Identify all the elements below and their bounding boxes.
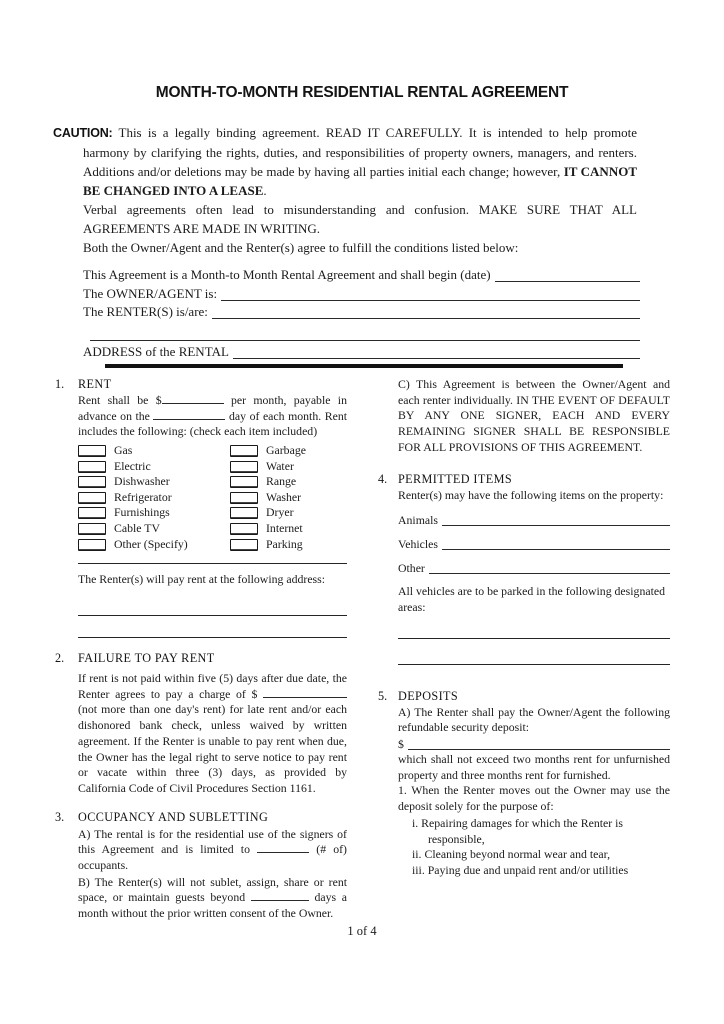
rent-item-dishwasher [78,474,230,490]
electric-label: Electric [114,458,151,473]
caution-paragraph-1 [53,123,638,200]
rental-address-blank[interactable] [233,343,640,359]
owner-agent-label: The OWNER/AGENT is: [83,285,218,301]
rent-item-furnishings [78,506,230,522]
caution-block [53,123,637,238]
section-1-number: 1. [55,377,65,391]
rent-item-refrigerator [78,490,230,506]
document-title: MONTH-TO-MONTH RESIDENTIAL RENTAL AGREEMENT [155,84,569,101]
rent-text-3: day of each month. Rent includes the following: (check each item included) [78,408,348,439]
section-5-title: DEPOSITS [398,688,459,703]
occupancy-b-text-2: days a month without the prior written consent of the Owner. [78,890,348,921]
rent-item-internet [230,521,347,537]
section-2-title: FAILURE TO PAY RENT [78,651,215,665]
caution-paragraph-2: Verbal agreements often lead to misunderstanding and confusion. MAKE SURE THAT ALL AGREEMENTS ARE MADE IN WRITING. [83,202,637,236]
rental-address-line [83,343,640,362]
between-label: C) [398,377,410,391]
animals-line [398,512,670,528]
rent-due-day-blank[interactable] [153,409,225,420]
caution-period: . [263,183,267,198]
renters-label: The RENTER(S) is/are: [83,304,208,319]
section-1-heading [55,377,347,392]
guest-days-blank[interactable] [251,890,309,901]
other-items-label: Other [398,561,425,576]
gas-checkbox[interactable] [78,445,106,457]
dishwasher-checkbox[interactable] [78,476,106,488]
deposit-amount-blank[interactable] [408,736,670,750]
section-3-title: OCCUPANCY AND SUBLETTING [78,809,269,824]
occupancy-a-paragraph [78,827,347,874]
rent-includes-grid [78,443,347,552]
intro-fields [83,266,640,361]
owner-agent-blank[interactable] [221,285,640,301]
parking-note: All vehicles are to be parked in the following designated areas: [398,584,665,614]
range-checkbox[interactable] [230,476,258,488]
renters-line [83,303,640,322]
permitted-intro: Renter(s) may have the following items on the property: [398,487,664,502]
refrigerator-label: Refrigerator [114,489,172,504]
page-number: 1 of 4 [347,924,377,938]
section-4-title: PERMITTED ITEMS [398,471,512,486]
occupant-count-blank[interactable] [257,842,309,853]
vehicles-blank[interactable] [442,536,670,550]
occupancy-b-paragraph [78,875,347,922]
failure-text-2: (not more than one day's rent) for late rent and/or each dishonored bank check, unless waived by written agreement. If the Renter is unable to pay rent when due, the Owner has the legal right to serve notice to pay rent or vacate within three (3) days, as provided by California Code of Civil Procedures Section 1161. [78,702,347,795]
other-specify-blank[interactable] [78,563,347,564]
section-3-heading [55,809,347,825]
designated-areas-blank-1[interactable] [398,638,670,639]
gas-label: Gas [114,443,133,458]
rent-item-cable-tv [78,521,230,537]
deposits-a-paragraph: A) The Renter shall pay the Owner/Agent the following refundable security deposit: [398,704,670,735]
animals-label: Animals [398,513,438,528]
begin-date-label: This Agreement is a Month-to Month Rental Agreement and shall begin (date) [83,267,491,282]
furnishings-checkbox[interactable] [78,507,106,519]
water-checkbox[interactable] [230,461,258,473]
rent-text-1: Rent shall be $ [78,393,162,408]
rent-item-garbage [230,443,347,459]
deposit-use-paragraph: 1. When the Renter moves out the Owner may use the deposit solely for the purpose of: [398,783,670,814]
garbage-label: Garbage [266,443,306,458]
section-5-heading [378,688,670,704]
vehicles-line [398,536,670,552]
pay-address-label: The Renter(s) will pay rent at the following address: [78,572,326,587]
divider-rule [105,364,623,368]
owner-agent-line [83,285,640,304]
rent-item-range [230,474,347,490]
garbage-checkbox[interactable] [230,445,258,457]
occupancy-b-text-1: B) The Renter(s) will not sublet, assign, share or rent space, or maintain guests beyond [78,874,347,905]
rent-item-gas [78,443,230,459]
begin-date-line [83,266,640,285]
section-5-number: 5. [378,688,388,703]
electric-checkbox[interactable] [78,461,106,473]
dryer-checkbox[interactable] [230,507,258,519]
cable-tv-label: Cable TV [114,521,160,536]
right-column [378,377,670,879]
between-paragraph [398,377,670,456]
deposit-use-item-3: iii. Paying due and unpaid rent and/or utilities [412,862,629,877]
caution-bold-text: IT CANNOT BE CHANGED INTO A LEASE [83,164,637,198]
agree-line: Both the Owner/Agent and the Renter(s) agree to fulfill the conditions listed below: [83,240,519,255]
section-4-number: 4. [378,471,388,486]
begin-date-blank[interactable] [495,266,640,282]
designated-areas-blank-2[interactable] [398,664,670,665]
left-column [55,377,347,922]
rental-address-label: ADDRESS of the RENTAL [83,343,229,359]
section-4-heading [378,471,670,487]
pay-address-blank-2[interactable] [78,637,347,638]
rent-item-water [230,459,347,475]
dishwasher-label: Dishwasher [114,474,170,489]
internet-checkbox[interactable] [230,523,258,535]
pay-address-blank-1[interactable] [78,615,347,616]
dryer-label: Dryer [266,505,294,520]
other-items-line [398,560,670,576]
late-charge-blank[interactable] [263,687,347,698]
caution-label: CAUTION: [53,126,113,140]
rent-item-other [78,537,230,553]
failure-text-1: If rent is not paid within five (5) days after due date, the Renter agrees to pay a charge of $ [78,671,347,701]
deposit-amount-line [398,736,670,752]
occupancy-a-text-1: A) The rental is for the residential use of the signers of this Agreement and is limited to [78,826,347,857]
deposit-limit-paragraph: which shall not exceed two months rent for unfurnished property and three months rent for furnished. [398,752,670,782]
vehicles-label: Vehicles [398,537,438,552]
rent-item-dryer [230,506,347,522]
section-2-number: 2. [55,651,65,665]
parking-label: Parking [266,536,303,551]
other-items-blank[interactable] [429,560,670,574]
rent-item-electric [78,459,230,475]
deposit-use-item-2: ii. Cleaning beyond normal wear and tear, [412,847,611,862]
section-2-heading [55,651,347,666]
rent-paragraph [78,393,347,440]
between-text: This Agreement is between the Owner/Agent and each renter individually. IN THE EVENT OF DEFAULT BY ANY ONE SIGNER, EACH AND EVERY REMAINING SIGNER SHALL BE RESPONSIBLE FOR ALL PROVISIONS OF THIS AGREEMENT. [398,377,670,454]
section-3-number: 3. [55,809,65,824]
occupancy-a-text-2: (# of) occupants. [78,842,347,873]
washer-label: Washer [266,489,302,504]
other-specify-label: Other (Specify) [114,536,188,551]
dollar-sign: $ [398,737,404,752]
deposit-use-list [412,816,670,879]
refrigerator-checkbox[interactable] [78,492,106,504]
water-label: Water [266,458,294,473]
other-specify-checkbox[interactable] [78,539,106,551]
deposit-use-item-1: i. Repairing damages for which the Renter is responsible, [412,815,623,846]
rent-item-washer [230,490,347,506]
range-label: Range [266,474,297,489]
renters-overflow-blank[interactable] [90,332,640,341]
rent-text-2: per month, payable in advance on the [78,393,347,423]
parking-checkbox[interactable] [230,539,258,551]
animals-blank[interactable] [442,512,670,526]
washer-checkbox[interactable] [230,492,258,504]
renters-blank[interactable] [212,303,640,319]
failure-paragraph [78,671,347,797]
furnishings-label: Furnishings [114,505,170,520]
caution-text: This is a legally binding agreement. READ IT CAREFULLY. It is intended to help promote harmony by clarifying the rights, duties, and responsibilities of property owners, managers, and renters. Additions and/or deletions may be made by having all parties initial each change; however, [83,125,638,179]
internet-label: Internet [266,521,303,536]
section-1-title: RENT [78,377,112,391]
cable-tv-checkbox[interactable] [78,523,106,535]
rent-amount-blank[interactable] [162,393,224,404]
rent-item-parking [230,537,347,553]
